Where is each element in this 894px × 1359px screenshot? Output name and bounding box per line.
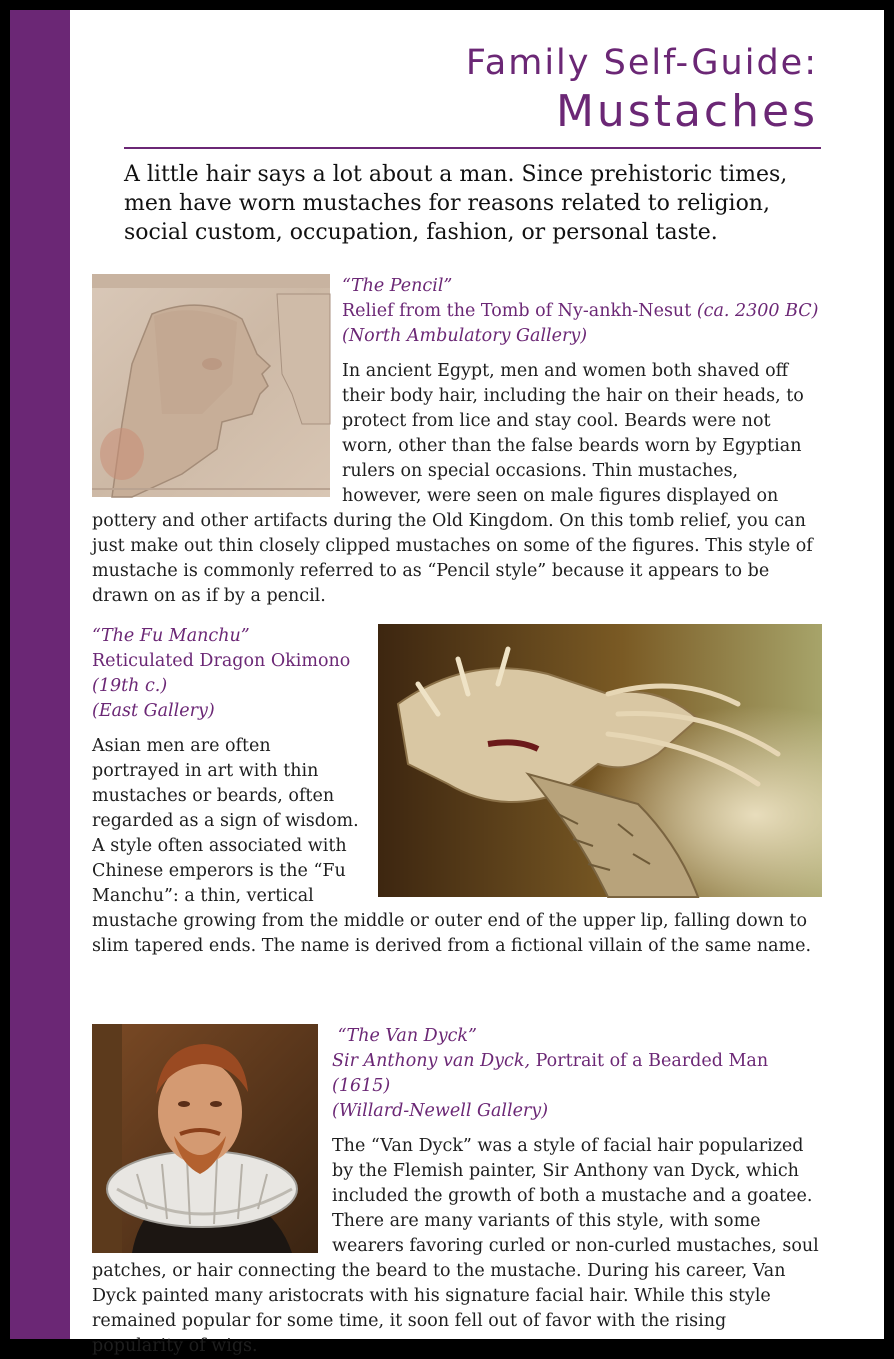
caption-gallery: (Willard-Newell Gallery) xyxy=(332,1101,549,1121)
section-body: In ancient Egypt, men and women both shaved off their body hair, including the hair on their heads, to protect from lice and stay cool. Beards were not worn, other than the false beards worn by Egyptian rulers on special occasions. Thin mustaches, however, were seen on male figures displayed on pottery and other artifacts during the Old Kingdom. On this tomb relief, you can just make out thin closely clipped mustaches on some of the figures. This style of mustache is commonly referred to as “Pencil style” because it appears to be drawn on as if by a pencil. xyxy=(92,361,813,606)
caption-date: (1615) xyxy=(332,1076,391,1096)
page-title-line1: Family Self-Guide: xyxy=(465,43,818,83)
caption-gallery: (North Ambulatory Gallery) xyxy=(342,326,588,346)
caption-work: Relief from the Tomb of Ny-ankh-Nesut xyxy=(342,301,692,321)
caption-title: “The Pencil” xyxy=(342,276,453,296)
caption-date: (19th c.) xyxy=(92,676,168,696)
bearded-man-portrait-image xyxy=(92,1024,318,1254)
dragon-okimono-image xyxy=(378,624,822,898)
caption-gallery: (East Gallery) xyxy=(92,701,215,721)
title-divider xyxy=(124,147,821,149)
egyptian-relief-image xyxy=(92,274,330,500)
section-van-dyck xyxy=(92,1024,822,1359)
caption-work: Reticulated Dragon Okimono xyxy=(92,651,351,671)
caption-artist: Sir Anthony van Dyck, xyxy=(332,1051,531,1071)
section-fu-manchu xyxy=(92,624,822,959)
section-body: Asian men are often portrayed in art with thin mustaches or beards, often regarded as a sign of wisdom. A style often associated with Chinese emperors is the “Fu Manchu”: a thin, vertical mustache growing from the middle or outer end of the upper lip, falling down to slim tapered ends. The name is derived from a fictional villain of the same name. xyxy=(92,736,812,956)
caption-title: “The Van Dyck” xyxy=(337,1026,477,1046)
section-pencil xyxy=(92,274,822,609)
section-body: The “Van Dyck” was a style of facial hair popularized by the Flemish painter, Sir Anthony van Dyck, which included the growth of both a mustache and a goatee. There are many variants of this style, with some wearers favoring curled or non-curled mustaches, soul patches, or hair connecting the beard to the mustache. During his career, Van Dyck painted many aristocrats with his signature facial hair. While this style remained popular for some time, it soon fell out of favor with the rising popularity of wigs. xyxy=(92,1136,819,1356)
page-title-line2: Mustaches xyxy=(555,86,818,137)
intro-paragraph: A little hair says a lot about a man. Since prehistoric times, men have worn mustaches for reasons related to religion, social custom, occupation, fashion, or personal taste. xyxy=(124,162,788,245)
caption-work: Portrait of a Bearded Man xyxy=(535,1051,769,1071)
caption-title: “The Fu Manchu” xyxy=(92,626,250,646)
page xyxy=(10,10,884,1356)
caption-date: (ca. 2300 BC) xyxy=(696,301,819,321)
purple-sidebar xyxy=(10,10,70,1339)
